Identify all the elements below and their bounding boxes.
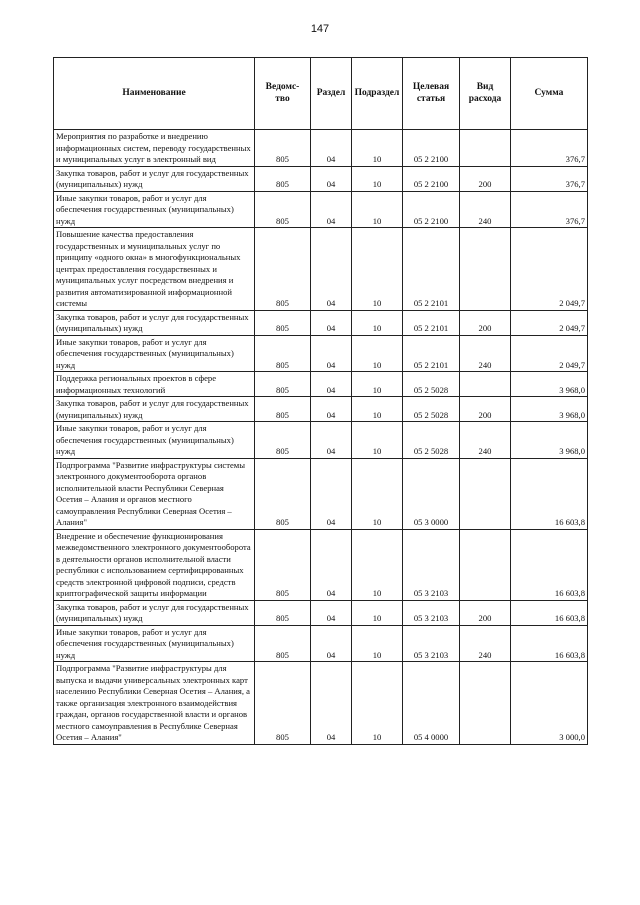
header-name: Наименование bbox=[54, 58, 255, 130]
cell-section: 04 bbox=[311, 335, 352, 372]
cell-sum: 2 049,7 bbox=[511, 228, 588, 311]
cell-name: Закупка товаров, работ и услуг для государственных (муниципальных) нужд bbox=[54, 397, 255, 422]
cell-dept: 805 bbox=[255, 310, 311, 335]
cell-expense: 200 bbox=[460, 600, 511, 625]
table-row bbox=[54, 600, 588, 625]
cell-dept: 805 bbox=[255, 228, 311, 311]
cell-sum: 376,7 bbox=[511, 191, 588, 228]
table-header-row bbox=[54, 58, 588, 130]
page-number: 147 bbox=[310, 23, 330, 35]
header-subsection: Подраздел bbox=[352, 58, 403, 130]
cell-target: 05 3 2103 bbox=[403, 600, 460, 625]
cell-name: Подпрограмма "Развитие инфраструктуры системы электронного документооборота органов исполнительной власти Республики Северная Осетия – Алания и органов местного самоуправления Республики Северная Осетия – Алания" bbox=[54, 458, 255, 529]
cell-section: 04 bbox=[311, 372, 352, 397]
cell-section: 04 bbox=[311, 458, 352, 529]
cell-sum: 376,7 bbox=[511, 166, 588, 191]
cell-section: 04 bbox=[311, 397, 352, 422]
cell-sum: 3 968,0 bbox=[511, 372, 588, 397]
cell-name: Поддержка региональных проектов в сфере информационных технологий bbox=[54, 372, 255, 397]
cell-expense: 200 bbox=[460, 397, 511, 422]
table-row bbox=[54, 662, 588, 745]
cell-dept: 805 bbox=[255, 335, 311, 372]
header-expense: Вид расхода bbox=[460, 58, 511, 130]
table-row bbox=[54, 191, 588, 228]
table-row bbox=[54, 228, 588, 311]
cell-sum: 3 000,0 bbox=[511, 662, 588, 745]
cell-dept: 805 bbox=[255, 191, 311, 228]
table-body bbox=[54, 130, 588, 745]
cell-target: 05 2 5028 bbox=[403, 397, 460, 422]
cell-subsection: 10 bbox=[352, 372, 403, 397]
table-row bbox=[54, 335, 588, 372]
cell-expense bbox=[460, 529, 511, 600]
cell-name: Иные закупки товаров, работ и услуг для обеспечения государственных (муниципальных) нужд bbox=[54, 422, 255, 459]
cell-section: 04 bbox=[311, 228, 352, 311]
cell-name: Закупка товаров, работ и услуг для государственных (муниципальных) нужд bbox=[54, 310, 255, 335]
cell-name: Иные закупки товаров, работ и услуг для обеспечения государственных (муниципальных) нужд bbox=[54, 191, 255, 228]
cell-subsection: 10 bbox=[352, 662, 403, 745]
cell-target: 05 3 2103 bbox=[403, 625, 460, 662]
cell-subsection: 10 bbox=[352, 600, 403, 625]
cell-subsection: 10 bbox=[352, 228, 403, 311]
cell-expense: 240 bbox=[460, 335, 511, 372]
cell-expense bbox=[460, 228, 511, 311]
cell-subsection: 10 bbox=[352, 335, 403, 372]
cell-subsection: 10 bbox=[352, 397, 403, 422]
cell-subsection: 10 bbox=[352, 191, 403, 228]
cell-expense: 240 bbox=[460, 191, 511, 228]
cell-name: Закупка товаров, работ и услуг для государственных (муниципальных) нужд bbox=[54, 166, 255, 191]
cell-expense bbox=[460, 372, 511, 397]
cell-sum: 2 049,7 bbox=[511, 310, 588, 335]
cell-target: 05 4 0000 bbox=[403, 662, 460, 745]
cell-section: 04 bbox=[311, 310, 352, 335]
cell-dept: 805 bbox=[255, 625, 311, 662]
cell-name: Повышение качества предоставления государственных и муниципальных услуг по принципу «одного окна» в многофункциональных центрах предоставления государственных и муниципальных услуг посредством внедрения и развития автоматизированной информационной системы bbox=[54, 228, 255, 311]
cell-expense: 240 bbox=[460, 422, 511, 459]
cell-sum: 2 049,7 bbox=[511, 335, 588, 372]
cell-expense bbox=[460, 130, 511, 167]
cell-subsection: 10 bbox=[352, 130, 403, 167]
header-sum: Сумма bbox=[511, 58, 588, 130]
cell-name: Подпрограмма "Развитие инфраструктуры для выпуска и выдачи универсальных электронных карт населению Республики Северная Осетия – Алания, а также организация электронного взаимодействия граждан, органов государственной власти и органов местного самоуправления в Республике Северная Осетия – Алания" bbox=[54, 662, 255, 745]
header-section: Раздел bbox=[311, 58, 352, 130]
table-row bbox=[54, 372, 588, 397]
cell-name: Внедрение и обеспечение функционирования межведомственного электронного документооборота в деятельности органов исполнительной власти республики с использованием сертифицированных средств электронной цифровой подписи, средств криптографической защиты информации bbox=[54, 529, 255, 600]
cell-section: 04 bbox=[311, 625, 352, 662]
cell-sum: 16 603,8 bbox=[511, 600, 588, 625]
cell-dept: 805 bbox=[255, 372, 311, 397]
cell-target: 05 2 2101 bbox=[403, 335, 460, 372]
cell-target: 05 2 2100 bbox=[403, 166, 460, 191]
cell-subsection: 10 bbox=[352, 310, 403, 335]
table-row bbox=[54, 130, 588, 167]
cell-section: 04 bbox=[311, 130, 352, 167]
cell-expense: 240 bbox=[460, 625, 511, 662]
cell-sum: 3 968,0 bbox=[511, 422, 588, 459]
cell-subsection: 10 bbox=[352, 529, 403, 600]
cell-target: 05 2 5028 bbox=[403, 372, 460, 397]
header-dept: Ведомс- тво bbox=[255, 58, 311, 130]
table-row bbox=[54, 397, 588, 422]
cell-dept: 805 bbox=[255, 397, 311, 422]
cell-expense bbox=[460, 458, 511, 529]
cell-expense: 200 bbox=[460, 310, 511, 335]
cell-target: 05 2 2101 bbox=[403, 310, 460, 335]
table-row bbox=[54, 166, 588, 191]
cell-expense bbox=[460, 662, 511, 745]
cell-subsection: 10 bbox=[352, 422, 403, 459]
cell-dept: 805 bbox=[255, 166, 311, 191]
cell-dept: 805 bbox=[255, 422, 311, 459]
table-row bbox=[54, 310, 588, 335]
cell-dept: 805 bbox=[255, 662, 311, 745]
cell-subsection: 10 bbox=[352, 458, 403, 529]
cell-name: Иные закупки товаров, работ и услуг для обеспечения государственных (муниципальных) нужд bbox=[54, 335, 255, 372]
cell-name: Иные закупки товаров, работ и услуг для обеспечения государственных (муниципальных) нужд bbox=[54, 625, 255, 662]
cell-name: Закупка товаров, работ и услуг для государственных (муниципальных) нужд bbox=[54, 600, 255, 625]
table-row bbox=[54, 529, 588, 600]
cell-target: 05 2 2100 bbox=[403, 130, 460, 167]
cell-sum: 16 603,8 bbox=[511, 625, 588, 662]
cell-subsection: 10 bbox=[352, 625, 403, 662]
cell-dept: 805 bbox=[255, 600, 311, 625]
cell-expense: 200 bbox=[460, 166, 511, 191]
cell-section: 04 bbox=[311, 422, 352, 459]
cell-name: Мероприятия по разработке и внедрению информационных систем, переводу государственных и муниципальных услуг в электронный вид bbox=[54, 130, 255, 167]
cell-target: 05 2 2100 bbox=[403, 191, 460, 228]
cell-dept: 805 bbox=[255, 529, 311, 600]
cell-dept: 805 bbox=[255, 130, 311, 167]
cell-sum: 376,7 bbox=[511, 130, 588, 167]
cell-section: 04 bbox=[311, 662, 352, 745]
cell-sum: 16 603,8 bbox=[511, 529, 588, 600]
cell-sum: 16 603,8 bbox=[511, 458, 588, 529]
cell-target: 05 2 5028 bbox=[403, 422, 460, 459]
cell-section: 04 bbox=[311, 191, 352, 228]
cell-target: 05 3 0000 bbox=[403, 458, 460, 529]
header-target: Целевая статья bbox=[403, 58, 460, 130]
table-row bbox=[54, 458, 588, 529]
table-row bbox=[54, 422, 588, 459]
cell-dept: 805 bbox=[255, 458, 311, 529]
budget-table bbox=[53, 57, 588, 745]
cell-target: 05 2 2101 bbox=[403, 228, 460, 311]
cell-subsection: 10 bbox=[352, 166, 403, 191]
cell-sum: 3 968,0 bbox=[511, 397, 588, 422]
cell-section: 04 bbox=[311, 529, 352, 600]
cell-section: 04 bbox=[311, 166, 352, 191]
cell-section: 04 bbox=[311, 600, 352, 625]
cell-target: 05 3 2103 bbox=[403, 529, 460, 600]
table-row bbox=[54, 625, 588, 662]
